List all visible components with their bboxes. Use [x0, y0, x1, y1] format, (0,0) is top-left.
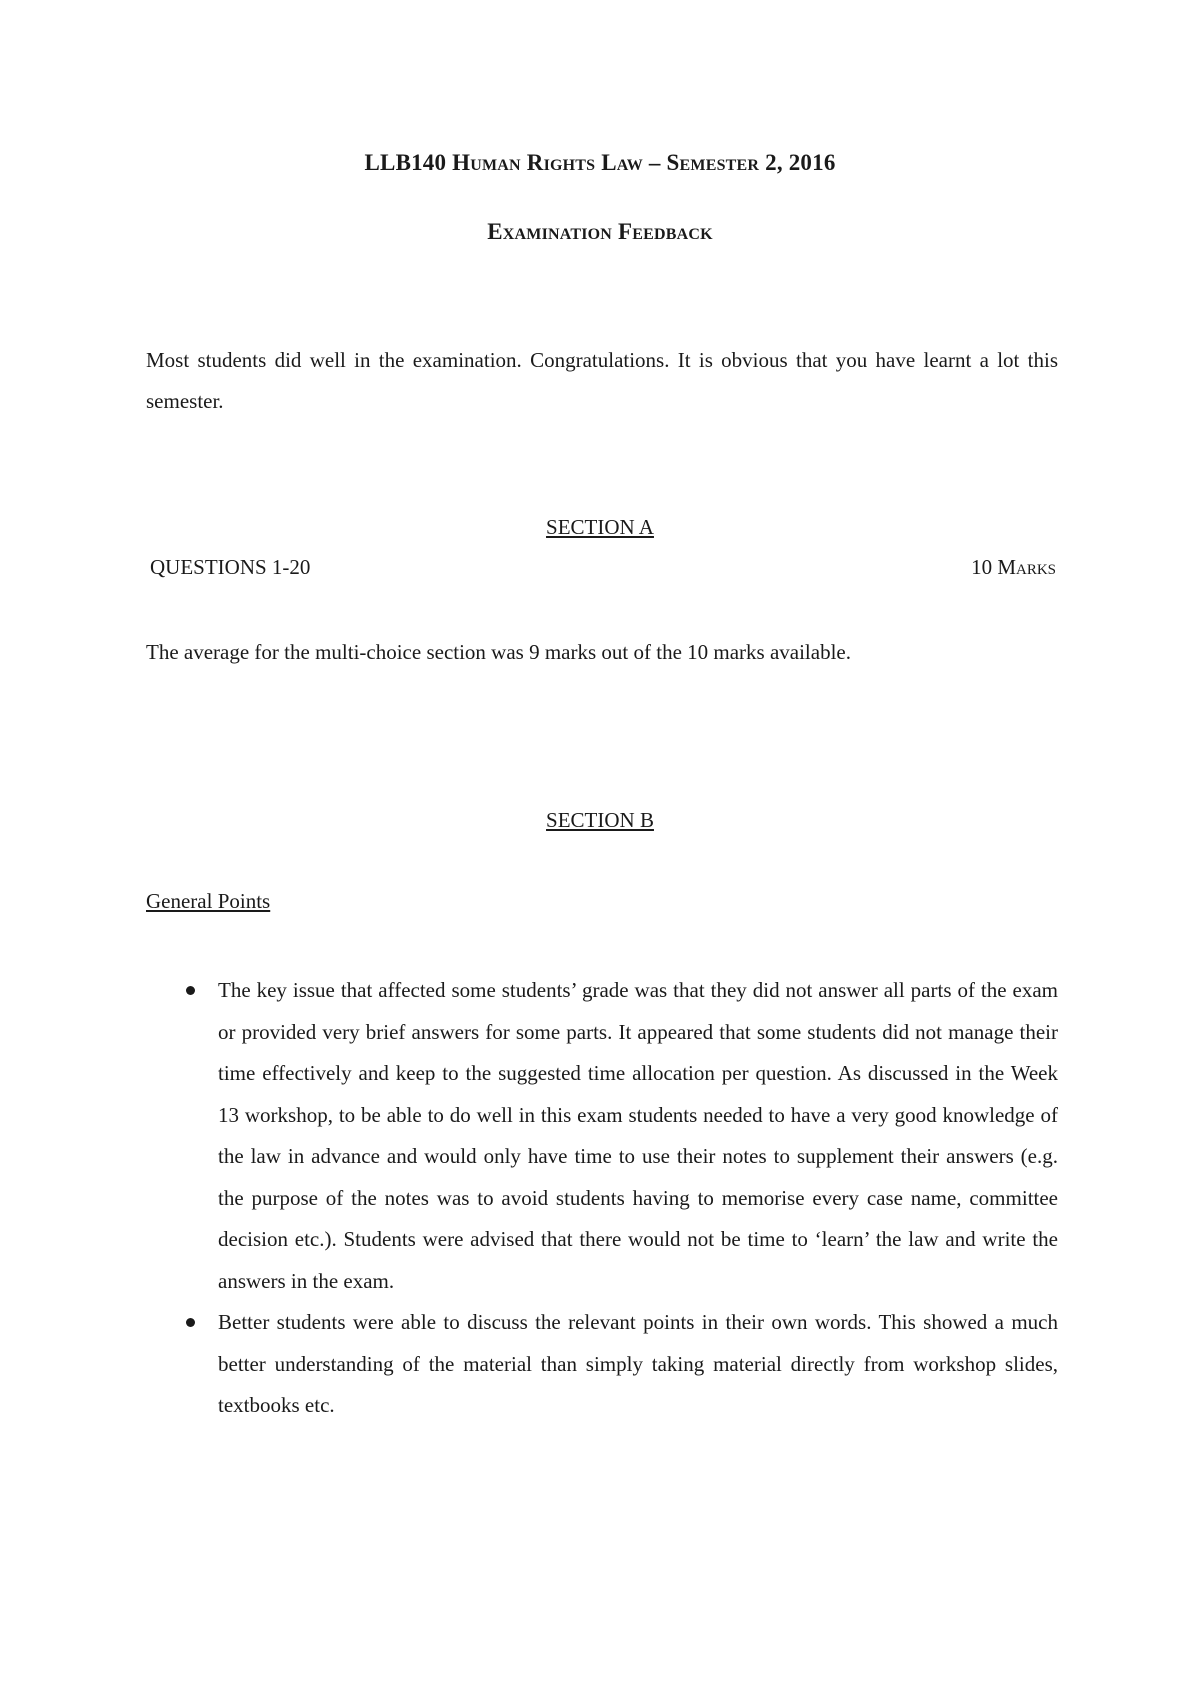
list-item	[146, 970, 1058, 1302]
bullet-icon	[186, 986, 195, 995]
general-points-heading: General Points	[146, 889, 271, 913]
list-item-text: The key issue that affected some students’ grade was that they did not answer all parts of the exam or provided very brief answers for some parts. It appeared that some students did not manage their time effectively and keep to the suggested time allocation per question. As discussed in the Week 13 workshop, to be able to do well in this exam students needed to have a very good knowledge of the law in advance and would only have time to use their notes to supplement their answers (e.g. the purpose of the notes was to avoid students having to memorise every case name, committee decision etc.). Students were advised that there would not be time to ‘learn’ the law and write the answers in the exam.	[218, 978, 1058, 1293]
average-paragraph: The average for the multi-choice section was 9 marks out of the 10 marks available.	[146, 640, 851, 664]
intro-paragraph: Most students did well in the examination. Congratulations. It is obvious that you have learnt a lot this semester.	[146, 348, 1058, 413]
document-subtitle: Examination Feedback	[487, 219, 713, 244]
section-a-heading: SECTION A	[546, 515, 654, 539]
list-item-text: Better students were able to discuss the relevant points in their own words. This showed a much better understanding of the material than simply taking material directly from workshop slides, textbooks etc.	[218, 1310, 1058, 1417]
questions-label: QUESTIONS 1-20	[150, 555, 311, 579]
marks-label: 10 Marks	[971, 555, 1056, 579]
list-item	[146, 1302, 1058, 1427]
bullet-icon	[186, 1318, 195, 1327]
document-title: LLB140 Human Rights Law – Semester 2, 2016	[364, 150, 836, 175]
section-b-heading: SECTION B	[546, 808, 654, 832]
general-points-list	[146, 970, 1058, 1427]
